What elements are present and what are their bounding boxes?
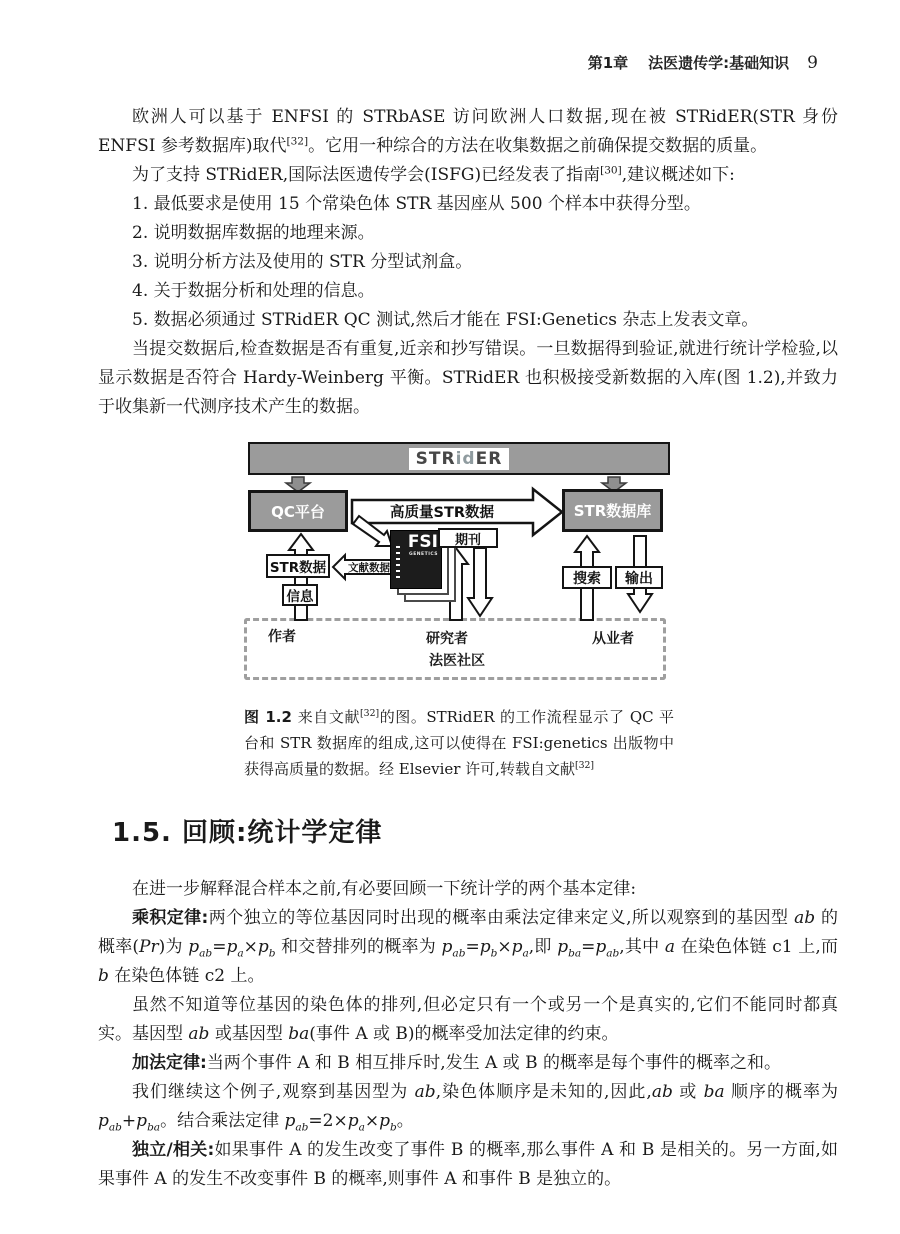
arrow-journal-to-researcher-icon (468, 548, 492, 616)
strider-logo-er: ER (475, 448, 503, 469)
running-title: 法医遗传学:基础知识 (648, 54, 790, 72)
literature-data-label: 文献数据 (348, 562, 390, 574)
page-number: 9 (807, 53, 818, 73)
strider-logo-str: STR (415, 448, 456, 469)
journal-box: 期刊 (438, 528, 498, 548)
list-item: 2. 说明数据库数据的地理来源。 (132, 223, 375, 243)
page-header (98, 52, 818, 73)
paragraph-enfsi: 欧洲人可以基于 ENFSI 的 STRbASE 访问欧洲人口数据,现在被 STRidER(STR 身份 ENFSI 参考数据库)取代[32]。它用一种综合的方法在收集数据之前确保提交数据的质量。 (98, 107, 838, 156)
chapter-label: 第1章 (587, 54, 629, 72)
paragraph-isfg-guidelines: 为了支持 STRidER,国际法医遗传学会(ISFG)已经发表了指南[30],建议概述如下: (132, 164, 735, 185)
cover-subtitle: GENETICS (409, 552, 438, 557)
paragraph-independence: 独立/相关:如果事件 A 的发生改变了事件 B 的概率,那么事件 A 和 B 是相关的。另一方面,如果事件 A 的发生不改变事件 B 的概率,则事件 A 和事件 B 是独立的。 (98, 1140, 838, 1189)
paragraph-data-validation: 当提交数据后,检查数据是否有重复,近亲和抄写错误。一旦数据得到验证,就进行统计学检验,以显示数据是否符合 Hardy-Weinberg 平衡。STRidER 也积极接受新数据的入库(图 1.2),并致力于收集新一代测序技术产生的数据。 (98, 339, 838, 417)
cover-title: FSI (407, 532, 438, 552)
figure-1-2-diagram (240, 440, 672, 690)
paragraph-intro-laws: 在进一步解释混合样本之前,有必要回顾一下统计学的两个基本定律: (132, 879, 637, 899)
community-label: 法医社区 (429, 653, 485, 669)
paragraph-product-rule: 乘积定律:两个独立的等位基因同时出现的概率由乘法定律来定义,所以观察到的基因型 ab 的概率(Pr)为 $p_{ab}=p_a\times p_b$ 和交替排列的概率为 $p_{ab}=p_b\times p_a$,即 $p_{ba}=p_{ab}$,其中 a 在染色体链 c1 上,而 b 在染色体链 c2 上。 (98, 908, 839, 986)
list-item: 1. 最低要求是使用 15 个常染色体 STR 基因座从 500 个样本中获得分型。 (132, 194, 701, 214)
strider-logo-id: id (455, 448, 476, 469)
figure-caption: 图 1.2 来自文献[32]的图。STRidER 的工作流程显示了 QC 平台和 STR 数据库的组成,这可以使得在 FSI:genetics 出版物中获得高质量的数据。经 Elsevier 许可,转载自文献[32] (244, 708, 674, 778)
strider-logo (409, 448, 510, 470)
fsi-genetics-cover (390, 530, 442, 589)
list-item: 4. 关于数据分析和处理的信息。 (132, 281, 375, 301)
list-item: 3. 说明分析方法及使用的 STR 分型试剂盒。 (132, 252, 473, 272)
author-label: 作者 (268, 629, 296, 645)
cover-barcode-decoration (396, 546, 400, 580)
paragraph-addition-rule: 加法定律:当两个事件 A 和 B 相互排斥时,发生 A 或 B 的概率是每个事件的概率之和。 (132, 1053, 781, 1073)
paragraph-chromosome-order: 虽然不知道等位基因的染色体的排列,但必定只有一个或另一个是真实的,它们不能同时都真实。基因型 ab 或基因型 ba(事件 A 或 B)的概率受加法定律的约束。 (98, 995, 838, 1044)
info-box: 信息 (282, 584, 318, 606)
output-box: 输出 (615, 566, 663, 589)
section-heading-1-5: 1.5. 回顾:统计学定律 (112, 818, 383, 848)
researcher-label: 研究者 (426, 631, 468, 647)
hq-str-data-label: 高质量STR数据 (390, 505, 494, 521)
practitioner-label: 从业者 (592, 631, 634, 647)
qc-platform-box: QC平台 (248, 490, 348, 532)
search-box: 搜索 (562, 566, 612, 589)
list-item: 5. 数据必须通过 STRidER QC 测试,然后才能在 FSI:Genetics 杂志上发表文章。 (132, 310, 759, 330)
paragraph-example: 我们继续这个例子,观察到基因型为 ab,染色体顺序是未知的,因此,ab 或 ba 顺序的概率为 $p_{ab}+p_{ba}$。结合乘法定律 $p_{ab}=2\times p_a\times p_b$。 (98, 1082, 839, 1134)
str-database-box: STR数据库 (562, 489, 663, 532)
strider-banner (248, 442, 670, 475)
str-data-box: STR数据 (266, 554, 330, 578)
